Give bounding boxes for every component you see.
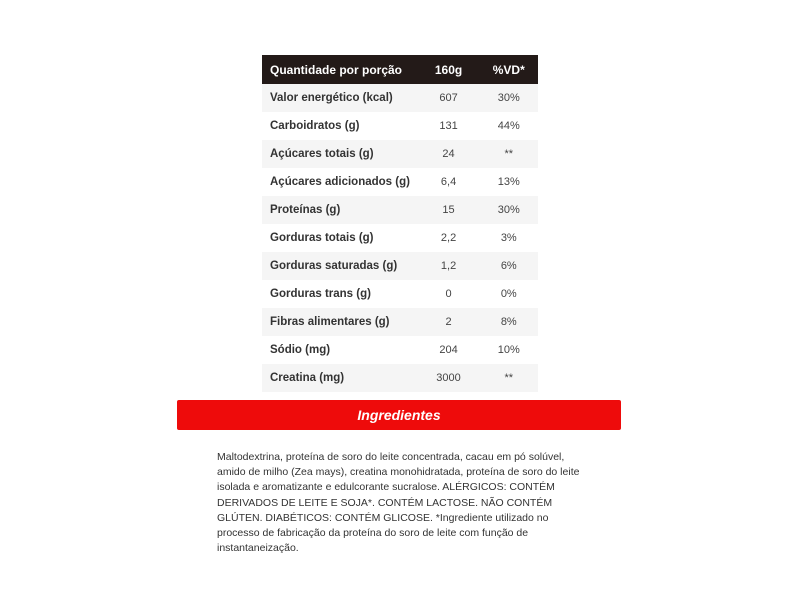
table-row	[262, 168, 538, 196]
nutrient-daily-value: 30%	[480, 84, 538, 112]
table-row	[262, 140, 538, 168]
header-daily-value: %VD*	[480, 55, 538, 84]
nutrient-name: Carboidratos (g)	[262, 112, 418, 140]
nutrient-daily-value: 10%	[480, 336, 538, 364]
nutrient-amount: 0	[418, 280, 480, 308]
nutrient-daily-value: 30%	[480, 196, 538, 224]
table-row	[262, 224, 538, 252]
nutrient-daily-value: 3%	[480, 224, 538, 252]
ingredients-heading-bar: Ingredientes	[177, 400, 621, 430]
nutrient-name: Sódio (mg)	[262, 336, 418, 364]
nutrient-daily-value: 44%	[480, 112, 538, 140]
nutrient-daily-value: 0%	[480, 280, 538, 308]
table-row	[262, 112, 538, 140]
table-row	[262, 252, 538, 280]
nutrient-name: Gorduras trans (g)	[262, 280, 418, 308]
table-row	[262, 84, 538, 112]
nutrient-amount: 2	[418, 308, 480, 336]
nutrient-amount: 204	[418, 336, 480, 364]
nutrient-name: Creatina (mg)	[262, 364, 418, 392]
nutrient-amount: 1,2	[418, 252, 480, 280]
nutrient-daily-value: **	[480, 364, 538, 392]
table-row	[262, 336, 538, 364]
nutrient-amount: 2,2	[418, 224, 480, 252]
nutrient-name: Açúcares adicionados (g)	[262, 168, 418, 196]
nutrient-daily-value: 6%	[480, 252, 538, 280]
nutrition-table-header	[262, 55, 538, 84]
ingredients-text: Maltodextrina, proteína de soro do leite concentrada, cacau em pó solúvel, amido de milho (Zea mays), creatina monohidratada, proteína de soro do leite isolada e aromatizante e edulcorante sucralose. ALÉRGICOS: CONTÉM DERIVADOS DE LEITE E SOJA*. CONTÉM LACTOSE. NÃO CONTÉM GLÚTEN. DIABÉTICOS: CONTÉM GLICOSE. *Ingrediente utilizado no processo de fabricação da proteína do soro de leite com função de instantaneização.	[217, 451, 580, 555]
nutrient-amount: 131	[418, 112, 480, 140]
nutrient-amount: 15	[418, 196, 480, 224]
nutrient-daily-value: 8%	[480, 308, 538, 336]
table-row	[262, 308, 538, 336]
nutrient-amount: 3000	[418, 364, 480, 392]
table-row	[262, 196, 538, 224]
nutrient-name: Açúcares totais (g)	[262, 140, 418, 168]
header-portion-size: 160g	[418, 55, 480, 84]
nutrient-amount: 6,4	[418, 168, 480, 196]
nutrient-amount: 24	[418, 140, 480, 168]
nutrient-name: Gorduras totais (g)	[262, 224, 418, 252]
nutrient-daily-value: 13%	[480, 168, 538, 196]
nutrient-name: Proteínas (g)	[262, 196, 418, 224]
table-row	[262, 364, 538, 392]
table-row	[262, 280, 538, 308]
nutrition-table	[262, 55, 538, 392]
nutrient-name: Fibras alimentares (g)	[262, 308, 418, 336]
nutrient-daily-value: **	[480, 140, 538, 168]
header-portion-label: Quantidade por porção	[262, 55, 418, 84]
nutrient-name: Gorduras saturadas (g)	[262, 252, 418, 280]
nutrient-amount: 607	[418, 84, 480, 112]
nutrient-name: Valor energético (kcal)	[262, 84, 418, 112]
